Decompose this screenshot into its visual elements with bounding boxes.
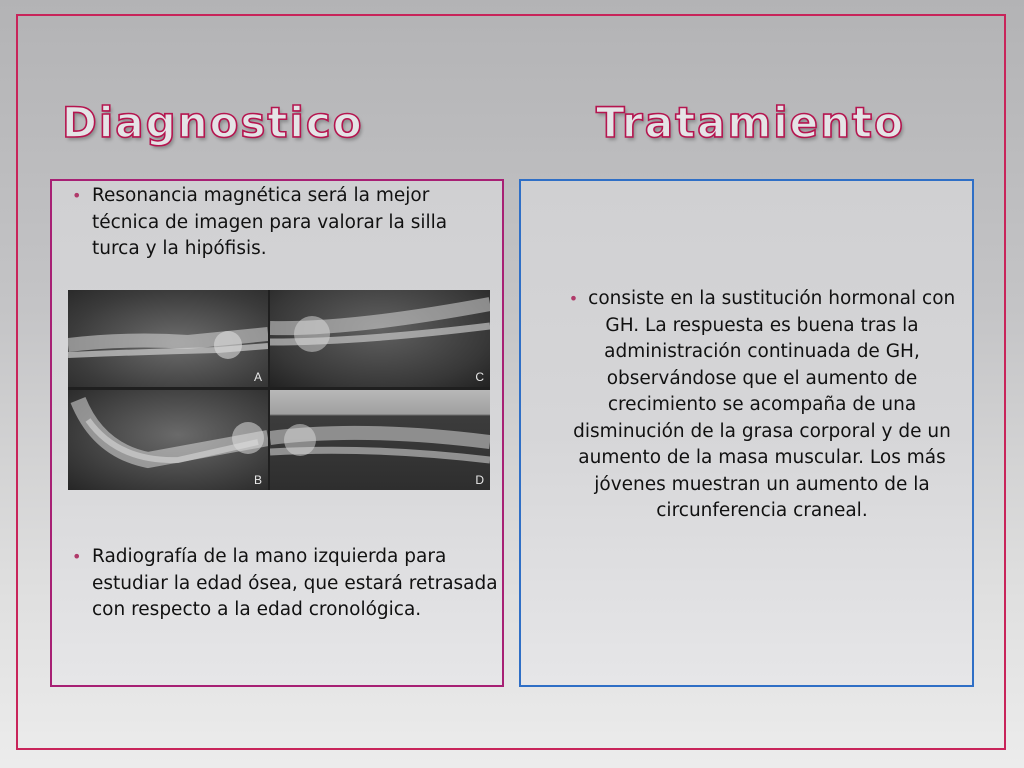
xray-label-d: D (475, 473, 484, 487)
title-tratamiento: Tratamiento (596, 98, 905, 147)
forearm-xray-icon (68, 290, 268, 387)
forearm-xray-icon (270, 290, 490, 387)
tratamiento-bullet (552, 286, 972, 525)
title-diagnostico: Diagnostico (62, 98, 364, 147)
bullet-text: Radiografía de la mano izquierda para estudiar la edad ósea, que estará retrasada con respecto a la edad cronológica. (92, 546, 498, 620)
bullet-icon: • (568, 289, 579, 308)
diagnostico-bullet-resonancia (72, 183, 492, 263)
bullet-icon: • (72, 186, 82, 205)
xray-label-a: A (253, 370, 262, 384)
forearm-xray-icon (270, 390, 490, 490)
xray-label-b: B (253, 473, 262, 487)
diagnostico-bullet-radiografia (72, 544, 502, 624)
xray-image-b (68, 390, 268, 490)
forearm-xray-icon (68, 390, 268, 490)
xray-image-grid (68, 290, 490, 490)
xray-image-c (270, 290, 490, 387)
bullet-icon: • (72, 547, 82, 566)
xray-image-a (68, 290, 268, 387)
bullet-text: Resonancia magnética será la mejor técnica de imagen para valorar la silla turca y la hipófisis. (92, 185, 448, 259)
bullet-text: consiste en la sustitución hormonal con GH. La respuesta es buena tras la administración continuada de GH, observándose que el aumento de crecimiento se acompaña de una disminución de la grasa corporal y de un aumento de la masa muscular. Los más jóvenes muestran un aumento de la circunferencia craneal. (573, 288, 956, 521)
xray-image-d (270, 390, 490, 490)
xray-label-c: C (475, 370, 484, 384)
